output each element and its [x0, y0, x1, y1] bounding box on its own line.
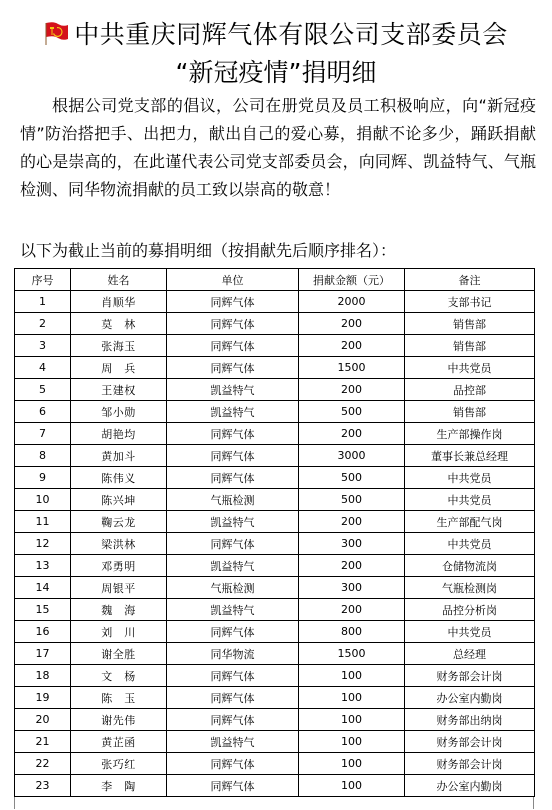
cell-unit: 同辉气体: [167, 467, 299, 489]
cell-unit: 同辉气体: [167, 775, 299, 797]
title-line: [0, 14, 552, 52]
table-row: [15, 775, 535, 797]
table-row: [15, 511, 535, 533]
cell-amount: 100: [299, 775, 405, 797]
table-row: [15, 599, 535, 621]
table-row: [15, 401, 535, 423]
table-row: [15, 423, 535, 445]
cell-unit: 凯益特气: [167, 599, 299, 621]
table-body: [15, 291, 535, 797]
cell-unit: 同辉气体: [167, 335, 299, 357]
cell-unit: 同辉气体: [167, 445, 299, 467]
cell-unit: 同华物流: [167, 643, 299, 665]
cell-name: 谢先伟: [71, 709, 167, 731]
cell-name: 陈兴坤: [71, 489, 167, 511]
cell-index: 9: [15, 467, 71, 489]
cell-index: 16: [15, 621, 71, 643]
cell-remark: 生产部操作岗: [405, 423, 535, 445]
cell-index: 23: [15, 775, 71, 797]
cell-index: 17: [15, 643, 71, 665]
cell-unit: 凯益特气: [167, 731, 299, 753]
cell-unit: 同辉气体: [167, 357, 299, 379]
table-row: [15, 643, 535, 665]
cell-remark: 气瓶检测岗: [405, 577, 535, 599]
cell-name: 黄加斗: [71, 445, 167, 467]
cell-amount: 300: [299, 533, 405, 555]
list-intro: 以下为截止当前的募捐明细（按捐献先后顺序排名）：: [20, 241, 397, 260]
table-row: [15, 335, 535, 357]
page-corner-mark-left: [14, 797, 25, 809]
header-remark: 备注: [405, 269, 535, 291]
cell-remark: 中共党员: [405, 357, 535, 379]
cell-amount: 100: [299, 731, 405, 753]
cell-remark: 销售部: [405, 401, 535, 423]
cell-remark: 总经理: [405, 643, 535, 665]
cell-amount: 100: [299, 687, 405, 709]
header-index: 序号: [15, 269, 71, 291]
cell-amount: 800: [299, 621, 405, 643]
cell-remark: 生产部配气岗: [405, 511, 535, 533]
cell-unit: 气瓶检测: [167, 489, 299, 511]
cell-remark: 财务部会计岗: [405, 753, 535, 775]
cell-amount: 1500: [299, 357, 405, 379]
table-row: [15, 445, 535, 467]
cell-index: 4: [15, 357, 71, 379]
cell-amount: 500: [299, 467, 405, 489]
cell-name: 莫 林: [71, 313, 167, 335]
table-row: [15, 533, 535, 555]
cell-amount: 200: [299, 555, 405, 577]
cell-unit: 同辉气体: [167, 753, 299, 775]
cell-name: 魏 海: [71, 599, 167, 621]
cell-index: 20: [15, 709, 71, 731]
cell-name: 谢全胜: [71, 643, 167, 665]
table-row: [15, 489, 535, 511]
cell-index: 21: [15, 731, 71, 753]
cell-index: 7: [15, 423, 71, 445]
cell-unit: 同辉气体: [167, 291, 299, 313]
cell-name: 胡艳均: [71, 423, 167, 445]
table-row: [15, 577, 535, 599]
cell-remark: 品控分析岗: [405, 599, 535, 621]
cell-name: 陈伟义: [71, 467, 167, 489]
cell-amount: 3000: [299, 445, 405, 467]
cell-unit: 凯益特气: [167, 511, 299, 533]
table-row: [15, 687, 535, 709]
cell-amount: 100: [299, 665, 405, 687]
table-row: [15, 379, 535, 401]
cell-amount: 100: [299, 709, 405, 731]
header-name: 姓名: [71, 269, 167, 291]
cell-remark: 财务部会计岗: [405, 731, 535, 753]
table-row: [15, 357, 535, 379]
page-subtitle: “新冠疫情”捐明细: [175, 58, 377, 87]
cell-unit: 同辉气体: [167, 665, 299, 687]
table-row: [15, 313, 535, 335]
cell-remark: 仓储物流岗: [405, 555, 535, 577]
cell-unit: 同辉气体: [167, 709, 299, 731]
cell-name: 李 陶: [71, 775, 167, 797]
header-unit: 单位: [167, 269, 299, 291]
cell-unit: 凯益特气: [167, 401, 299, 423]
cell-amount: 200: [299, 379, 405, 401]
cell-amount: 200: [299, 313, 405, 335]
cell-index: 14: [15, 577, 71, 599]
cell-remark: 中共党员: [405, 467, 535, 489]
cell-amount: 2000: [299, 291, 405, 313]
table-row: [15, 665, 535, 687]
cell-index: 18: [15, 665, 71, 687]
cell-name: 文 杨: [71, 665, 167, 687]
cell-index: 22: [15, 753, 71, 775]
cell-name: 梁洪林: [71, 533, 167, 555]
cell-index: 3: [15, 335, 71, 357]
cell-remark: 品控部: [405, 379, 535, 401]
cell-unit: 凯益特气: [167, 555, 299, 577]
cell-unit: 气瓶检测: [167, 577, 299, 599]
cell-amount: 200: [299, 599, 405, 621]
cell-remark: 财务部会计岗: [405, 665, 535, 687]
cell-unit: 同辉气体: [167, 687, 299, 709]
table-row: [15, 291, 535, 313]
donation-table: [14, 268, 535, 797]
document-header: [0, 14, 552, 92]
cell-index: 10: [15, 489, 71, 511]
cell-remark: 财务部出纳岗: [405, 709, 535, 731]
cell-index: 5: [15, 379, 71, 401]
cell-remark: 中共党员: [405, 621, 535, 643]
cell-index: 13: [15, 555, 71, 577]
cell-unit: 同辉气体: [167, 533, 299, 555]
cell-index: 19: [15, 687, 71, 709]
body-paragraph: 根据公司党支部的倡议，公司在册党员及员工积极响应，向“新冠疫情”防治搭把手、出把力，献出自己的爱心募，捐献不论多少，踊跃捐献的心是崇高的，在此谨代表公司党支部委员会，向同辉、凯益特气、气瓶检测、同华物流捐献的员工致以崇高的敬意！: [20, 96, 536, 199]
cell-unit: 同辉气体: [167, 313, 299, 335]
cell-amount: 500: [299, 401, 405, 423]
cell-name: 陈 玉: [71, 687, 167, 709]
cell-name: 邹小勋: [71, 401, 167, 423]
cell-remark: 办公室内勤岗: [405, 775, 535, 797]
cell-name: 黄芷函: [71, 731, 167, 753]
cell-amount: 1500: [299, 643, 405, 665]
cell-name: 张海玉: [71, 335, 167, 357]
cell-index: 15: [15, 599, 71, 621]
party-emblem-icon: [44, 20, 70, 46]
cell-amount: 100: [299, 753, 405, 775]
cell-name: 鞠云龙: [71, 511, 167, 533]
table-row: [15, 555, 535, 577]
cell-unit: 同辉气体: [167, 621, 299, 643]
cell-amount: 200: [299, 335, 405, 357]
cell-remark: 办公室内勤岗: [405, 687, 535, 709]
cell-amount: 300: [299, 577, 405, 599]
cell-name: 刘 川: [71, 621, 167, 643]
cell-index: 6: [15, 401, 71, 423]
cell-unit: 同辉气体: [167, 423, 299, 445]
cell-name: 周银平: [71, 577, 167, 599]
header-amount: 捐献金额（元）: [299, 269, 405, 291]
cell-amount: 200: [299, 423, 405, 445]
cell-name: 周 兵: [71, 357, 167, 379]
cell-remark: 中共党员: [405, 489, 535, 511]
cell-name: 王建权: [71, 379, 167, 401]
page-corner-mark-right: [533, 797, 544, 809]
page-title: 中共重庆同辉气体有限公司支部委员会: [74, 20, 508, 49]
cell-remark: 董事长兼总经理: [405, 445, 535, 467]
cell-remark: 销售部: [405, 335, 535, 357]
cell-amount: 200: [299, 511, 405, 533]
cell-index: 1: [15, 291, 71, 313]
cell-name: 邓勇明: [71, 555, 167, 577]
cell-name: 张巧红: [71, 753, 167, 775]
table-header-row: [15, 269, 535, 291]
table-row: [15, 753, 535, 775]
cell-name: 肖顺华: [71, 291, 167, 313]
cell-index: 8: [15, 445, 71, 467]
cell-remark: 中共党员: [405, 533, 535, 555]
table-row: [15, 731, 535, 753]
table-row: [15, 709, 535, 731]
table-row: [15, 467, 535, 489]
cell-amount: 500: [299, 489, 405, 511]
cell-index: 2: [15, 313, 71, 335]
cell-index: 12: [15, 533, 71, 555]
cell-remark: 支部书记: [405, 291, 535, 313]
cell-index: 11: [15, 511, 71, 533]
table-row: [15, 621, 535, 643]
cell-unit: 凯益特气: [167, 379, 299, 401]
cell-remark: 销售部: [405, 313, 535, 335]
